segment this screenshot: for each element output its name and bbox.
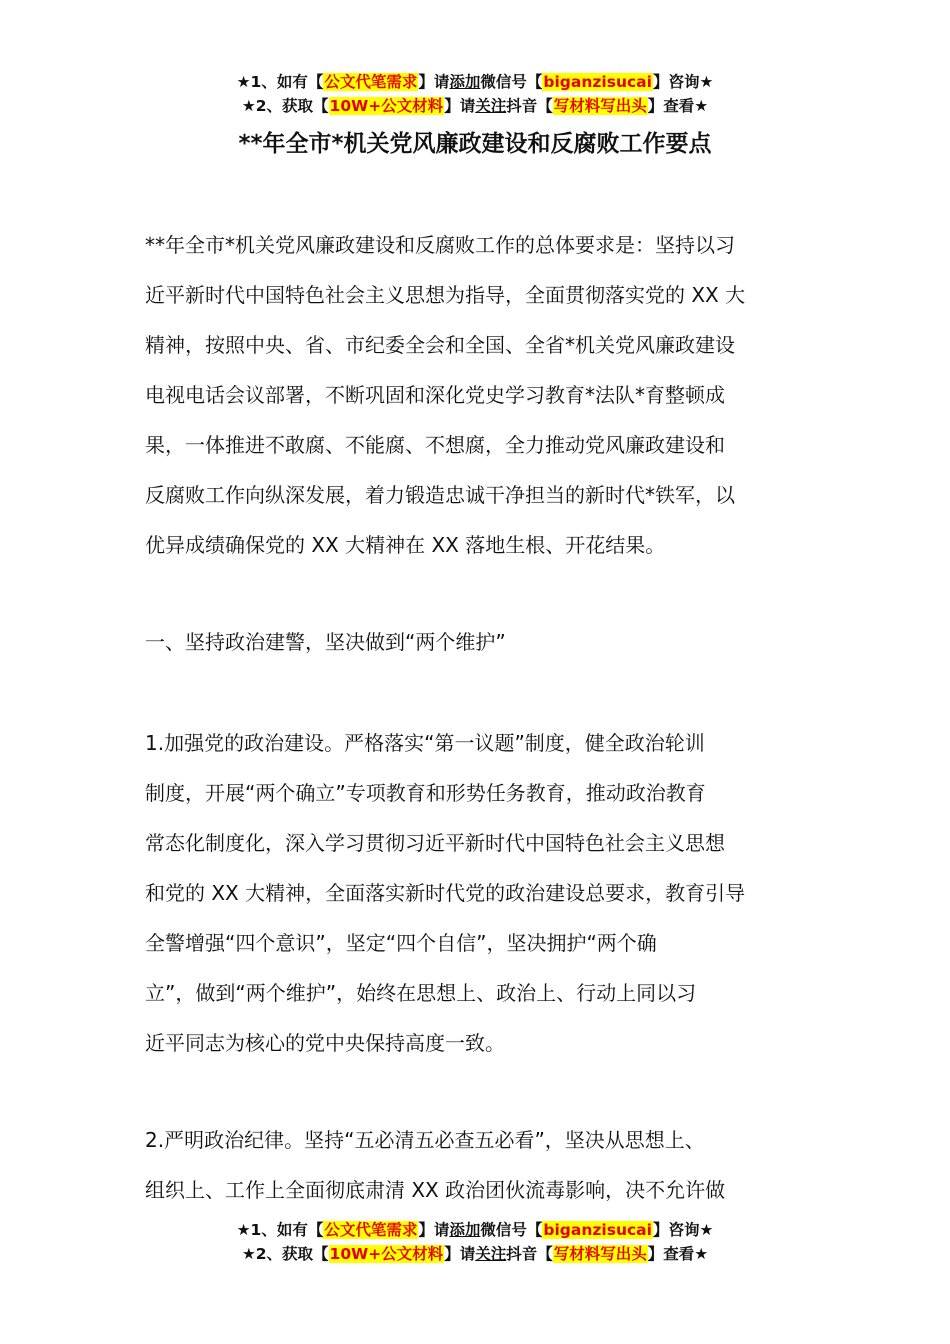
item-1-paragraph bbox=[145, 718, 807, 1068]
text-line: 优异成绩确保党的 XX 大精神在 XX 落地生根、开花结果。 bbox=[145, 533, 666, 557]
intro-paragraph bbox=[145, 220, 807, 570]
text-line: 1.加强党的政治建设。严格落实“第一议题”制度，健全政治轮训 bbox=[145, 731, 705, 755]
highlight-wechat-id: biganzisucai bbox=[543, 1221, 652, 1239]
text-line: 果，一体推进不敢腐、不能腐、不想腐，全力推动党风廉政建设和 bbox=[145, 433, 725, 457]
header-banner bbox=[0, 70, 950, 118]
highlight-materials: 10W+公文材料 bbox=[329, 1245, 444, 1263]
banner-line-2: ★2、获取【10W+公文材料】请关注抖音【写材料写出头】查看★ bbox=[241, 1245, 709, 1263]
text-line: 反腐败工作向纵深发展，着力锻造忠诚干净担当的新时代*铁军，以 bbox=[145, 483, 735, 507]
highlight-wechat-id: biganzisucai bbox=[543, 73, 652, 91]
text-line: 全警增强“四个意识”，坚定“四个自信”，坚决拥护“两个确 bbox=[145, 931, 657, 955]
text-line: 精神，按照中央、省、市纪委全会和全国、全省*机关党风廉政建设 bbox=[145, 333, 735, 357]
footer-banner bbox=[0, 1218, 950, 1266]
banner-line-1: ★1、如有【公文代笔需求】请添加微信号【biganzisucai】咨询★ bbox=[236, 1221, 714, 1239]
text-line: 近平新时代中国特色社会主义思想为指导，全面贯彻落实党的 XX 大 bbox=[145, 283, 746, 307]
highlight-douyin-account: 写材料写出头 bbox=[553, 1245, 647, 1263]
text-line: 立”，做到“两个维护”，始终在思想上、政治上、行动上同以习 bbox=[145, 981, 697, 1005]
section-heading bbox=[145, 617, 807, 667]
highlight-materials: 10W+公文材料 bbox=[329, 97, 444, 115]
text-line: 电视电话会议部署，不断巩固和深化党史学习教育*法队*育整顿成 bbox=[145, 383, 725, 407]
highlight-service: 公文代笔需求 bbox=[324, 1221, 418, 1239]
text-line: 组织上、工作上全面彻底肃清 XX 政治团伙流毒影响，决不允许做 bbox=[145, 1178, 726, 1202]
banner-line-1: ★1、如有【公文代笔需求】请添加微信号【biganzisucai】咨询★ bbox=[236, 73, 714, 91]
document-title: **年全市*机关党风廉政建设和反腐败工作要点 bbox=[238, 131, 712, 157]
text-line: 2.严明政治纪律。坚持“五必清五必查五必看”，坚决从思想上、 bbox=[145, 1128, 705, 1152]
highlight-douyin-account: 写材料写出头 bbox=[553, 97, 647, 115]
text-line: 和党的 XX 大精神，全面落实新时代党的政治建设总要求，教育引导 bbox=[145, 881, 746, 905]
text-line: 制度，开展“两个确立”专项教育和形势任务教育，推动政治教育 bbox=[145, 781, 706, 805]
highlight-service: 公文代笔需求 bbox=[324, 73, 418, 91]
text-line: 常态化制度化，深入学习贯彻习近平新时代中国特色社会主义思想 bbox=[145, 831, 725, 855]
item-2-paragraph bbox=[145, 1115, 807, 1215]
text-line: **年全市*机关党风廉政建设和反腐败工作的总体要求是：坚持以习 bbox=[145, 233, 735, 257]
section-heading-text: 一、坚持政治建警，坚决做到“两个维护” bbox=[145, 630, 506, 654]
text-line: 近平同志为核心的党中央保持高度一致。 bbox=[145, 1031, 505, 1055]
banner-line-2: ★2、获取【10W+公文材料】请关注抖音【写材料写出头】查看★ bbox=[241, 97, 709, 115]
